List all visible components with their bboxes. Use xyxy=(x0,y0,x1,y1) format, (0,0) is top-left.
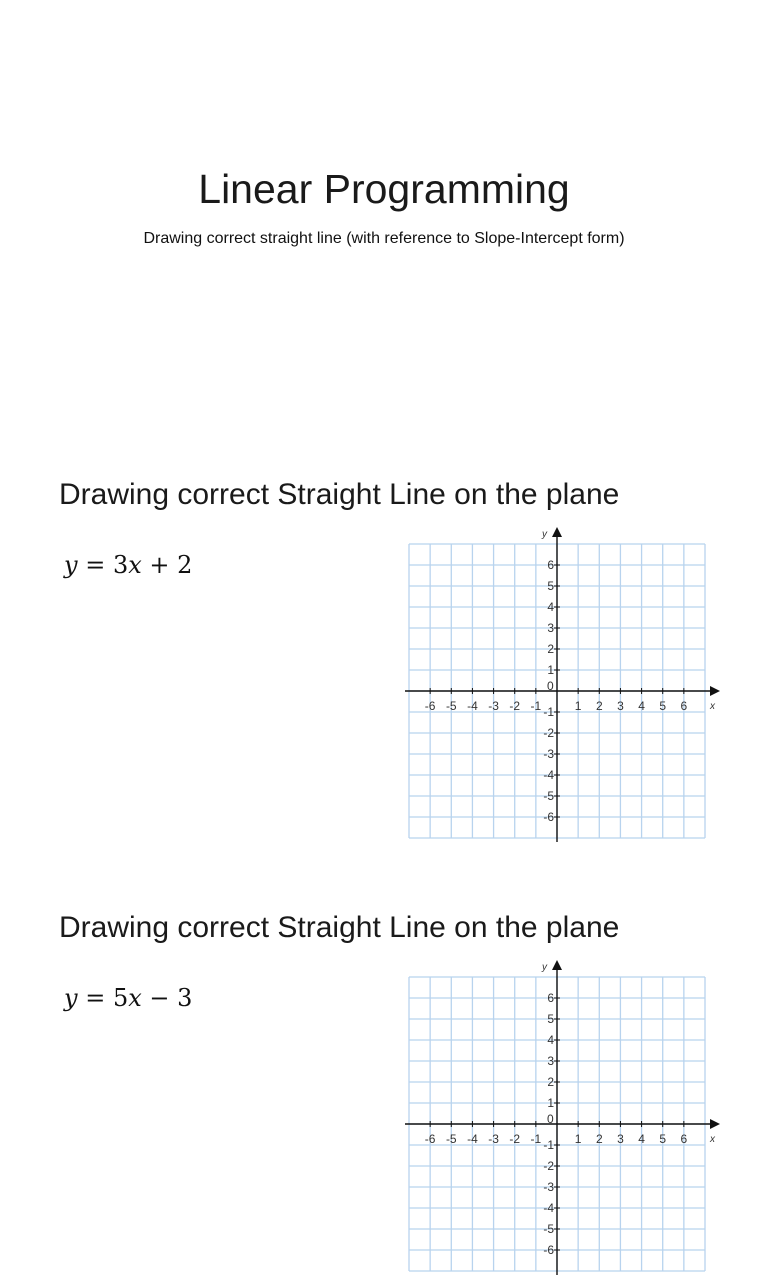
x-tick-label: -1 xyxy=(530,699,542,713)
x-tick-label: -4 xyxy=(467,1132,478,1146)
equation-coef: 3 xyxy=(112,551,129,579)
x-tick-label: -3 xyxy=(488,1132,499,1146)
x-tick-label: -2 xyxy=(509,699,521,713)
y-axis-label: y xyxy=(542,529,547,540)
x-tick-label: 6 xyxy=(680,699,688,713)
equation-const: 2 xyxy=(177,551,193,579)
x-tick-label: 1 xyxy=(574,1132,582,1146)
origin-label: 0 xyxy=(547,1112,554,1126)
x-tick-label: -2 xyxy=(509,1132,521,1146)
x-tick-label: -6 xyxy=(424,699,436,713)
y-tick-label: 4 xyxy=(547,600,554,614)
x-tick-label: 2 xyxy=(595,699,603,713)
x-axis-label: x xyxy=(710,701,715,712)
y-tick-label: 5 xyxy=(547,1012,554,1026)
section-heading-2: Drawing correct Straight Line on the plane xyxy=(59,911,620,944)
y-tick-label: 2 xyxy=(547,642,554,656)
y-axis-arrow xyxy=(552,960,562,970)
slide-subtitle: Drawing correct straight line (with reference to Slope-Intercept form) xyxy=(143,230,625,247)
y-tick-label: 3 xyxy=(547,1054,554,1068)
equation-op: + xyxy=(149,551,170,579)
y-tick-label: -6 xyxy=(543,1243,554,1257)
y-tick-label: 6 xyxy=(547,558,554,572)
x-tick-label: 4 xyxy=(638,699,645,713)
equation-1 xyxy=(64,551,192,579)
x-tick-label: 1 xyxy=(574,699,582,713)
y-tick-label: -4 xyxy=(543,768,554,782)
coordinate-plane-1 xyxy=(400,524,730,844)
origin-label: 0 xyxy=(547,679,554,693)
x-tick-label: 6 xyxy=(680,1132,688,1146)
coordinate-plane-svg xyxy=(400,524,730,844)
y-axis-label: y xyxy=(542,962,547,973)
equation-coef: 5 xyxy=(112,984,129,1012)
y-tick-label: -2 xyxy=(543,1159,554,1173)
coordinate-plane-svg xyxy=(400,957,730,1277)
y-tick-label: -5 xyxy=(543,789,554,803)
x-tick-label: 3 xyxy=(617,1132,624,1146)
equation-const: 3 xyxy=(177,984,193,1012)
x-axis-label: x xyxy=(710,1134,715,1145)
x-tick-label: -1 xyxy=(530,1132,542,1146)
equation-var: x xyxy=(128,984,142,1012)
equation-var: x xyxy=(128,551,142,579)
x-tick-label: -5 xyxy=(445,699,457,713)
x-axis-arrow xyxy=(710,686,720,696)
x-tick-label: -6 xyxy=(424,1132,436,1146)
y-tick-label: -1 xyxy=(543,705,554,719)
y-tick-label: -6 xyxy=(543,810,554,824)
y-tick-label: 1 xyxy=(547,1096,554,1110)
x-tick-label: -5 xyxy=(445,1132,457,1146)
y-axis-arrow xyxy=(552,527,562,537)
y-tick-label: -4 xyxy=(543,1201,554,1215)
y-tick-label: -2 xyxy=(543,726,554,740)
y-tick-label: -5 xyxy=(543,1222,554,1236)
equation-lhs: y xyxy=(64,551,78,579)
y-tick-label: 5 xyxy=(547,579,554,593)
x-tick-label: 5 xyxy=(659,1132,667,1146)
equation-op: − xyxy=(149,984,170,1012)
x-tick-label: -3 xyxy=(488,699,499,713)
x-axis-arrow xyxy=(710,1119,720,1129)
y-tick-label: 4 xyxy=(547,1033,554,1047)
equals-sign: = xyxy=(85,551,106,579)
x-tick-label: 5 xyxy=(659,699,667,713)
x-tick-label: -4 xyxy=(467,699,478,713)
y-tick-label: -3 xyxy=(543,1180,554,1194)
equals-sign: = xyxy=(85,984,106,1012)
coordinate-plane-2 xyxy=(400,957,730,1277)
x-tick-label: 2 xyxy=(595,1132,603,1146)
y-tick-label: 6 xyxy=(547,991,554,1005)
equation-lhs: y xyxy=(64,984,78,1012)
x-tick-label: 3 xyxy=(617,699,624,713)
y-tick-label: 2 xyxy=(547,1075,554,1089)
x-tick-label: 4 xyxy=(638,1132,645,1146)
y-tick-label: 3 xyxy=(547,621,554,635)
equation-2 xyxy=(64,984,192,1012)
y-tick-label: -3 xyxy=(543,747,554,761)
y-tick-label: -1 xyxy=(543,1138,554,1152)
section-heading-1: Drawing correct Straight Line on the plane xyxy=(59,478,620,511)
slide-title: Linear Programming xyxy=(198,166,570,212)
y-tick-label: 1 xyxy=(547,663,554,677)
